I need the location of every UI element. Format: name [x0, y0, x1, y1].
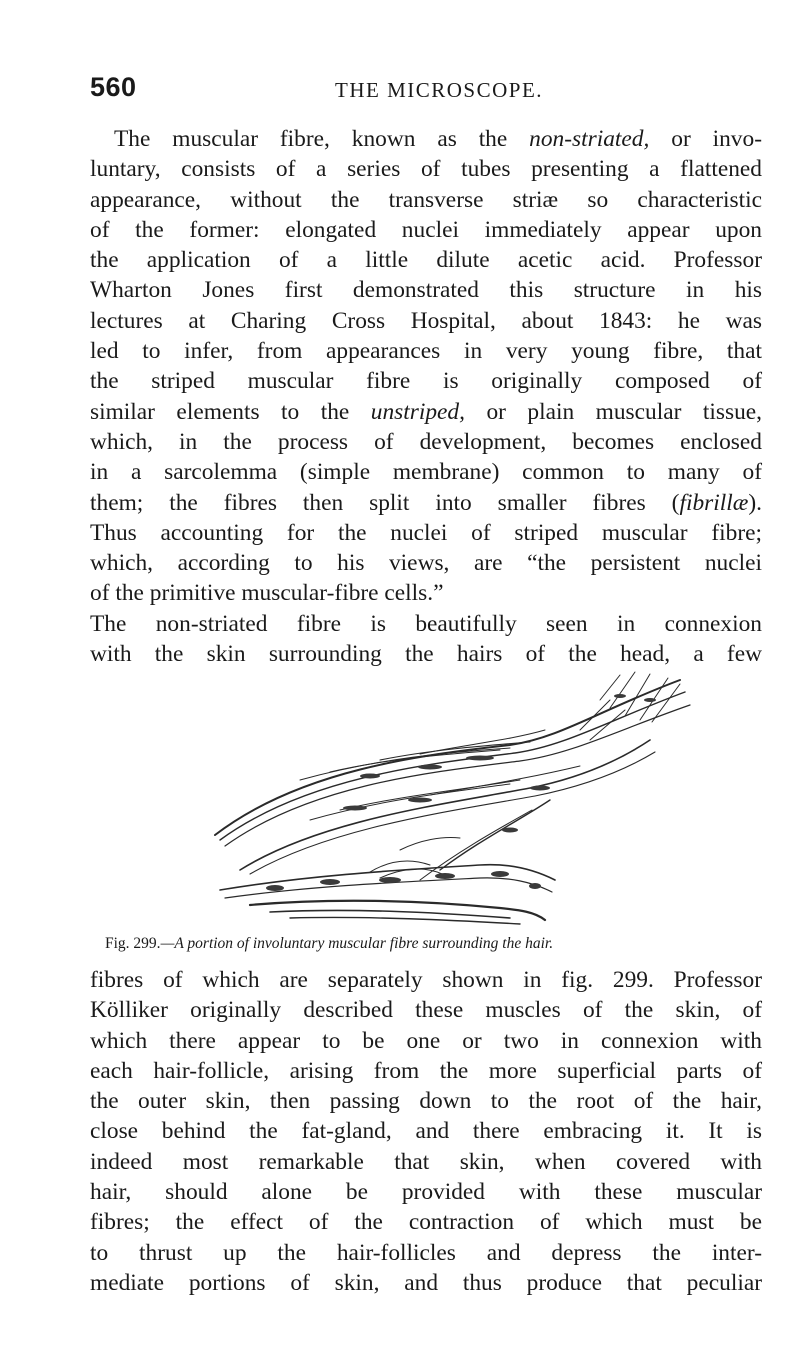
running-head: [90, 72, 770, 106]
figure-caption-text: —A portion of involuntary muscular fibre surrounding the hair.: [160, 935, 554, 952]
figure-caption: [105, 935, 765, 953]
italic-term: fibrillæ: [679, 489, 749, 516]
paragraph-1: [90, 124, 762, 609]
text-line: which, according to his views, are “the persistent nuclei: [90, 550, 762, 577]
text-line: them; the fibres then split into smaller fibres (fibrillæ).: [90, 489, 762, 516]
paragraph-3: [90, 965, 762, 1298]
text-line: the application of a little dilute acetic acid. Professor: [90, 247, 762, 274]
page-number: 560: [90, 72, 137, 102]
text-line: The muscular fibre, known as the non-striated, or invo-: [114, 126, 762, 152]
text-block-top: [90, 124, 762, 669]
figure-label: Fig. 299.: [105, 935, 161, 952]
text-line: appearance, without the transverse striæ so characteristic: [90, 186, 762, 213]
text-line: led to infer, from appearances in very young fibre, that: [90, 338, 762, 365]
text-line: the striped muscular fibre is originally composed of: [90, 368, 762, 395]
text-line: of the former: elongated nuclei immediately appear upon: [90, 216, 762, 243]
text-line: The non-striated fibre is beautifully seen in connexion: [90, 610, 762, 637]
text-block-bottom: [90, 965, 762, 1298]
text-line: in a sarcolemma (simple membrane) common to many of: [90, 459, 762, 486]
text-line: which there appear to be one or two in connexion with: [90, 1027, 762, 1054]
text-line: indeed most remarkable that skin, when covered with: [90, 1148, 762, 1175]
text-line: Kölliker originally described these muscles of the skin, of: [90, 997, 762, 1024]
text-line: lectures at Charing Cross Hospital, about 1843: he was: [90, 307, 762, 334]
text-line: hair, should alone be provided with these muscular: [90, 1179, 762, 1206]
text-line: luntary, consists of a series of tubes presenting a flattened: [90, 156, 762, 183]
text-line: with the skin surrounding the hairs of the head, a few: [90, 641, 762, 668]
text-line: each hair-follicle, arising from the more superficial parts of: [90, 1057, 762, 1084]
text-line: the outer skin, then passing down to the root of the hair,: [90, 1088, 762, 1115]
figure-299-illustration: [180, 660, 700, 955]
text-line: Thus accounting for the nuclei of striped muscular fibre;: [90, 519, 762, 546]
text-line: of the primitive muscular-fibre cells.”: [90, 580, 444, 607]
text-line: to thrust up the hair-follicles and depress the inter-: [90, 1239, 762, 1266]
muscle-fibre-engraving: [180, 660, 700, 930]
text-line: which, in the process of development, becomes enclosed: [90, 428, 762, 455]
running-title: THE MICROSCOPE.: [335, 78, 544, 102]
italic-term: unstriped,: [370, 398, 465, 425]
text-line: fibres; the effect of the contraction of which must be: [90, 1209, 762, 1236]
text-line: fibres of which are separately shown in fig. 299. Professor: [90, 967, 762, 993]
text-line: similar elements to the unstriped, or plain muscular tissue,: [90, 398, 762, 425]
text-line: mediate portions of skin, and thus produce that peculiar: [90, 1269, 762, 1296]
text-line: close behind the fat-gland, and there embracing it. It is: [90, 1118, 762, 1145]
italic-term: non-striated,: [529, 126, 650, 152]
text-line: Wharton Jones first demonstrated this structure in his: [90, 277, 762, 304]
